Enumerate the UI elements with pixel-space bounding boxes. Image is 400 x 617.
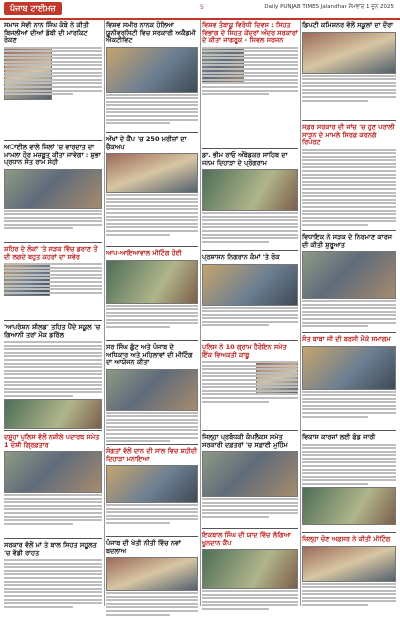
article-body	[106, 94, 198, 125]
headline: ਜਿਲ੍ਹਾ ਪ੍ਰਬੰਧਕੀ ਕੰਪਲੈਕਸ ਸਮੇਤ ਸਰਕਾਰੀ ਦਫ਼ਤਰਾਂ 'ਚ ਸਫ਼ਾਈ ਮੁਹਿੰਮ	[202, 433, 288, 449]
article-body	[4, 494, 102, 525]
article-body	[202, 498, 298, 518]
column-4	[302, 20, 396, 606]
story-c3-low[interactable]	[202, 254, 298, 328]
story-c2-mid[interactable]	[106, 136, 198, 237]
article-body	[302, 149, 396, 226]
headline: ਸ਼ਹਿਰ ਦੇ ਲੋਕਾਂ 'ਤੇ ਸੜਕ ਵਿੱਚ ਡਰਾਣ ਤੋਂ ਦੀ ਲਗਦੇ ਬਹੁਤ ਕਹਰਾਂ ਦਾ ਸਵੇਰ	[4, 245, 98, 261]
article-body	[202, 590, 298, 610]
page-number: 5	[200, 4, 204, 11]
headline: 'ਆਪਰੇਸ਼ਨ ਸ਼ੀਲਡ' ਤਹਿਤ ਪੈਂਦੇ ਸਕੂਲ 'ਚ ਗਿਆਨੀ ਤਰਾਂ ਮੌਕ ਡਰਿੱਲ	[4, 323, 101, 339]
column-3	[202, 20, 298, 606]
headline: ਸਮਾਜ ਸੇਵੀ ਨਾਨ ਸਿੰਘ ਕੰਬੋ ਨੇ ਕੀਤੀ ਬਿਜਲੀਆਂ ਦੀਆਂ ਡੱਬੀ ਦੀ ਮਾਰਕਿਟ ਰੋਕਣ	[4, 21, 89, 44]
story-c3-top[interactable]	[202, 22, 298, 97]
story-divider	[302, 230, 396, 231]
news-photo	[4, 399, 102, 429]
story-c3-mid2[interactable]	[202, 344, 298, 404]
headline: ਪੰਜਾਬ ਦੀ ਖੇਤੀ ਨੀਤੀ ਵਿੱਚ ਨਵਾਂ ਬਦਲਾਅ	[106, 539, 181, 555]
story-c1-foot[interactable]	[4, 542, 102, 609]
story-divider	[302, 332, 396, 333]
story-divider	[106, 246, 198, 247]
news-photo	[302, 251, 396, 299]
headline: ਸਰਕਾਰ ਵੱਲੋਂ ਮਾਂ ਤੇ ਬਾਲ ਸਿਹਤ ਸਹੂਲਤ 'ਚ ਵੱਡੀ ਰਾਹਤ	[4, 541, 97, 557]
news-photo	[4, 451, 102, 493]
article-body	[202, 47, 298, 96]
article-body	[106, 194, 198, 236]
story-divider	[106, 340, 198, 341]
article-body	[302, 444, 396, 486]
headline: ਵਿਸ਼ਵ ਤੰਬਾਕੂ ਵਿਰੋਧੀ ਦਿਵਸ : ਸਿਹਤ ਵਿਭਾਗ ਦੇ ਸਿਹਤ ਕੇਂਦਰਾਂ ਅੰਦਰ ਸਰਕਾਰਾਂ ਦੇ ਕੀਤਾ ਜਾਗਰੂਕ - ਸਿਵਲ ਸਰਜਨ	[202, 21, 298, 44]
story-c1-mid2[interactable]	[4, 324, 102, 430]
story-divider	[302, 120, 396, 121]
story-c4-foot[interactable]	[302, 536, 396, 608]
news-photo	[106, 260, 198, 304]
story-c4-low[interactable]	[302, 234, 396, 329]
headline: ਪੁਲਿਸ ਨੇ 10 ਗ੍ਰਾਮ ਹੈਰੋਇਨ ਸਮੇਤ ਇੱਕ ਵਿਅਕਤੀ ਕਾਬੂ	[202, 343, 287, 359]
news-photo	[202, 169, 298, 211]
headline: ਵਿਧਾਇਕ ਨੇ ਸੜਕ ਦੇ ਨਿਰਮਾਣ ਕਾਰਜ ਦੀ ਕੀਤੀ ਸ਼ੁਰੂਆਤ	[302, 233, 393, 249]
column-rule	[200, 20, 201, 606]
headline: ਵਿਕਾਸ ਕਾਰਜਾਂ ਲਈ ਫੰਡ ਜਾਰੀ	[302, 433, 376, 441]
story-divider	[302, 532, 396, 533]
news-photo	[106, 465, 198, 503]
news-photo	[302, 346, 396, 390]
headline: ਸੰਗਤਾਂ ਵੱਲੋਂ ਦਾਨ ਦੀ ਸਾਲ ਵਿਚ ਸ਼ਹੀਦੀ ਦਿਹਾੜਾ ਮਨਾਇਆ	[106, 447, 198, 463]
headline: ਡਾ. ਭੀਮ ਰਾਓ ਅੰਬੇਡਕਰ ਸਾਹਿਬ ਦਾ ਜਨਮ ਦਿਹਾੜਾ ਦੇ ਪ੍ਰੋਗਰਾਮ	[202, 151, 288, 167]
news-photo	[302, 32, 396, 74]
article-body	[4, 559, 102, 608]
column-2	[106, 20, 198, 606]
article-body	[202, 307, 298, 327]
story-c4-top[interactable]	[302, 22, 396, 103]
article-body	[302, 391, 396, 418]
story-c2-top[interactable]	[106, 22, 198, 126]
story-divider	[302, 430, 396, 431]
headline: ਸਰ ਸਿੰਘ ਛੁੱਟ ਅਤੇ ਪੰਜਾਬ ਦੇ ਅਧਿਕਾਰ ਅਤੇ ਮਹਿਲਾਵਾਂ ਦੀ ਮੀਟਿੰਗ ਦਾ ਆਯੋਜਨ ਕੀਤਾ	[106, 343, 193, 366]
story-c2-bottom[interactable]	[106, 448, 198, 526]
news-photo	[106, 47, 198, 93]
article-body	[202, 212, 298, 243]
story-c3-mid[interactable]	[202, 152, 298, 244]
story-c2-foot[interactable]	[106, 540, 198, 617]
article-body	[106, 592, 198, 616]
headline: ਜ਼ਿਲ੍ਹਾ ਚੋਣ ਅਫ਼ਸਰ ਨੇ ਕੀਤੀ ਮੀਟਿੰਗ	[302, 535, 391, 543]
article-body	[106, 504, 198, 524]
story-c3-bottom[interactable]	[202, 434, 298, 520]
news-photo	[302, 546, 396, 582]
story-divider	[202, 148, 298, 149]
story-divider	[202, 528, 298, 529]
headline: ਦਸੂਹਾ ਪੁਲਿਸ ਵੱਲੋਂ ਨਸ਼ੀਲੇ ਪਦਾਰਥ ਸਮੇਤ 1 ਦੋਸ਼ੀ ਗ੍ਰਿਫ਼ਤਾਰ	[4, 433, 100, 449]
article-body	[202, 361, 298, 403]
article-body	[4, 210, 102, 230]
news-photo	[106, 369, 198, 411]
news-photo	[106, 557, 198, 591]
story-divider	[202, 340, 298, 341]
news-photo	[202, 264, 298, 306]
news-photo	[302, 487, 396, 525]
article-body	[302, 583, 396, 607]
column-rule	[300, 20, 301, 606]
story-divider	[4, 430, 102, 431]
news-photo	[202, 451, 298, 497]
story-c2-low[interactable]	[106, 250, 198, 330]
masthead	[0, 0, 400, 20]
newspaper-logo[interactable]: ਪੰਜਾਬ ਟਾਈਮਜ਼	[4, 2, 62, 15]
story-divider	[106, 444, 198, 445]
article-body	[106, 305, 198, 329]
page-info: Daily PUNJAB TIMES Jalandhar ਸੋਮਵਾਰ 1 ਜੂਨ 2025	[264, 4, 394, 10]
headline: ਸੰਤ ਬਾਬਾ ਜੀ ਦੀ ਬਰਸੀ ਮੌਕੇ ਸਮਾਗਮ	[302, 335, 391, 343]
headline: ਵਿਸ਼ਵ ਸਮੀਰ ਨਾਨਕ ਹੋਲਿਆ ਯੂਨੀਵਰਸਿਟੀ ਵਿਚ ਸਰਕਾਰੀ ਅਕੈਡਮੀ ਐਕਟੀਵਿਟ	[106, 21, 196, 44]
story-c4-bottom[interactable]	[302, 434, 396, 526]
headline: ਅੱਖਾਂ ਦੇ ਕੈਂਪ 'ਚ 250 ਮਰੀਜ਼ਾਂ ਦਾ ਚੈਕਅਪ	[106, 135, 187, 151]
headline: ਪ੍ਰਸ਼ਾਸਨ ਨਿਗਰਾਨ ਕੰਮਾਂ 'ਤੇ ਰੋਕ	[202, 253, 280, 261]
headline: ਇਕਬਾਲ ਸਿੰਘ ਦੀ ਯਾਦ ਵਿੱਚ ਲੱਗਿਆ ਖੂਨਦਾਨ ਕੈਂਪ	[202, 531, 291, 547]
article-body	[4, 47, 102, 96]
news-photo	[202, 549, 298, 589]
story-divider	[202, 250, 298, 251]
headline: ਆਪ-ਆਇਆਵਾਲ ਮੀਟਿੰਗ ਹੋਈ	[106, 249, 182, 257]
headline: ਅਾਈਲ ਵਾਲੇ ਜਿਲਾਂ 'ਚ ਵਾਰਦਾਤ ਦਾ ਮਾਮਲਾ ਹੋਰ ਮਜ਼ਬੂਤ ਕੀਤਾ ਜਾਵੇਗਾ : ਸ਼ੁਭਾ ਪ੍ਰਧਾਨ ਸੰਤ ਰਾਮ ਸੋਹੀ	[4, 143, 101, 166]
news-photo	[4, 169, 102, 209]
story-c2-mid2[interactable]	[106, 344, 198, 444]
story-divider	[106, 132, 198, 133]
story-divider	[106, 536, 198, 537]
news-photo	[106, 153, 198, 193]
story-divider	[202, 430, 298, 431]
headline: ਡਿਪਟੀ ਕਮਿਸ਼ਨਰ ਵੱਲੋਂ ਸਕੂਲਾਂ ਦਾ ਦੌਰਾ	[302, 21, 393, 29]
story-c1-bottom[interactable]	[4, 434, 102, 526]
article-body	[302, 75, 396, 102]
article-body	[4, 341, 102, 397]
story-divider	[4, 140, 102, 141]
headline: ਸਫ਼ਰ ਸਰਕਾਰ ਦੀ ਜਾਂਚ 'ਚ ਹੁਣ ਪਰਾਲੀ ਸਾੜਨ ਦੇ ਮਾਮਲੇ ਸਿਰਫ਼ ਕਰਨਗੇ ਰਿਪੋਰਟ	[302, 123, 395, 146]
story-divider	[4, 320, 102, 321]
article-body	[4, 263, 102, 294]
story-c4-mid[interactable]	[302, 124, 396, 228]
story-c4-mid2[interactable]	[302, 336, 396, 419]
story-c1-top[interactable]	[4, 22, 102, 101]
article-body	[302, 300, 396, 327]
column-rule	[104, 20, 105, 606]
article-body	[106, 412, 198, 443]
story-divider	[4, 242, 102, 243]
story-c3-foot[interactable]	[202, 532, 298, 612]
story-divider	[4, 538, 102, 539]
story-c1-low[interactable]	[4, 246, 102, 297]
story-c1-mid[interactable]	[4, 144, 102, 231]
column-1	[4, 20, 102, 606]
